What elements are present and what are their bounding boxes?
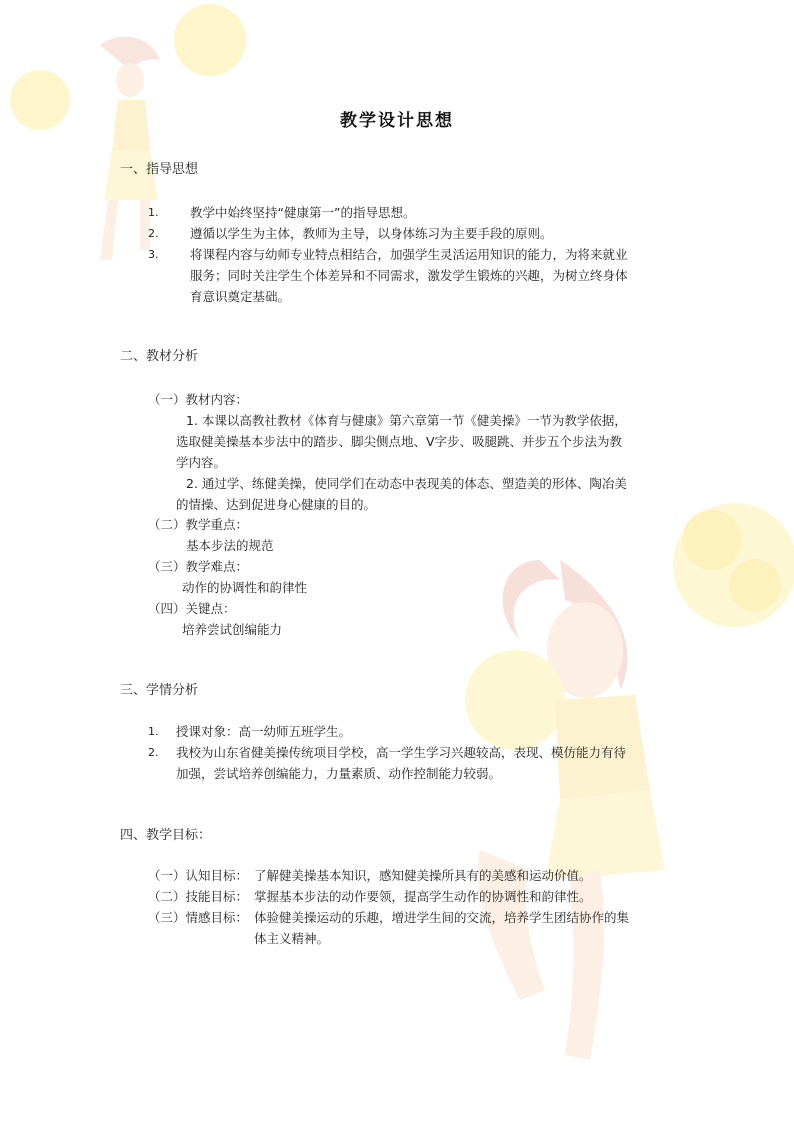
- list-item-line: 服务；同时关注学生个体差异和不同需求，激发学生锻炼的兴趣，为树立终身体: [190, 268, 628, 283]
- list-item-line: 将课程内容与幼师专业特点相结合，加强学生灵活运用知识的能力，为将来就业: [190, 247, 628, 262]
- list-number: 3.: [148, 248, 159, 261]
- key-point-text: 基本步法的规范: [186, 538, 274, 553]
- goal-text-skill: 掌握基本步法的动作要领，提高学生动作的协调性和韵律性。: [254, 889, 592, 904]
- section-heading-material-analysis: 二、教材分析: [120, 349, 199, 364]
- content-text-line: 的情操、达到促进身心健康的目的。: [176, 497, 377, 512]
- content-text-line: 学内容。: [176, 455, 227, 470]
- goal-label-emotional: （三）情感目标：: [148, 910, 249, 925]
- difficulty-text: 动作的协调性和韵律性: [182, 580, 308, 595]
- list-item-line: 育意识奠定基础。: [190, 289, 291, 304]
- list-number: 1.: [148, 725, 159, 738]
- subsection-label-crux: （四）关键点：: [148, 601, 236, 616]
- section-heading-teaching-goals: 四、教学目标：: [120, 828, 212, 843]
- goal-label-cognitive: （一）认知目标：: [148, 868, 249, 883]
- section-heading-guiding-ideology: 一、指导思想: [120, 162, 199, 177]
- goal-label-skill: （二）技能目标：: [148, 889, 249, 904]
- goal-text-emotional-line: 体验健美操运动的乐趣，增进学生间的交流，培养学生团结协作的集: [254, 910, 630, 925]
- list-number: 1.: [148, 206, 159, 219]
- content-text-line: 1. 本课以高教社教材《体育与健康》第六章第一节《健美操》一节为教学依据，: [186, 413, 627, 428]
- section-heading-student-analysis: 三、学情分析: [120, 683, 199, 698]
- list-number: 2.: [148, 746, 159, 759]
- list-item-line: 加强，尝试培养创编能力，力量素质、动作控制能力较弱。: [176, 766, 502, 781]
- list-item: 授课对象：高一幼师五班学生。: [176, 724, 352, 739]
- crux-text: 培养尝试创编能力: [182, 622, 283, 637]
- list-item: 遵循以学生为主体，教师为主导，以身体练习为主要手段的原则。: [190, 226, 553, 241]
- page-title: 教学设计思想: [340, 111, 454, 131]
- content-text-line: 2. 通过学、练健美操，使同学们在动态中表现美的体态、塑造美的形体、陶冶美: [186, 476, 627, 491]
- list-item-line: 我校为山东省健美操传统项目学校，高一学生学习兴趣较高，表现、模仿能力有待: [176, 745, 627, 760]
- subsection-label-difficulty: （三）教学难点：: [148, 559, 249, 574]
- goal-text-emotional-line: 体主义精神。: [254, 931, 330, 946]
- list-number: 2.: [148, 227, 159, 240]
- content-text-line: 选取健美操基本步法中的踏步、脚尖侧点地、V字步、吸腿跳、并步五个步法为教: [176, 434, 623, 449]
- subsection-label-key-point: （二）教学重点：: [148, 517, 249, 532]
- subsection-label-content: （一）教材内容：: [148, 392, 249, 407]
- goal-text-cognitive: 了解健美操基本知识，感知健美操所具有的美感和运动价值。: [254, 868, 592, 883]
- list-item: 教学中始终坚持“健康第一”的指导思想。: [190, 205, 416, 220]
